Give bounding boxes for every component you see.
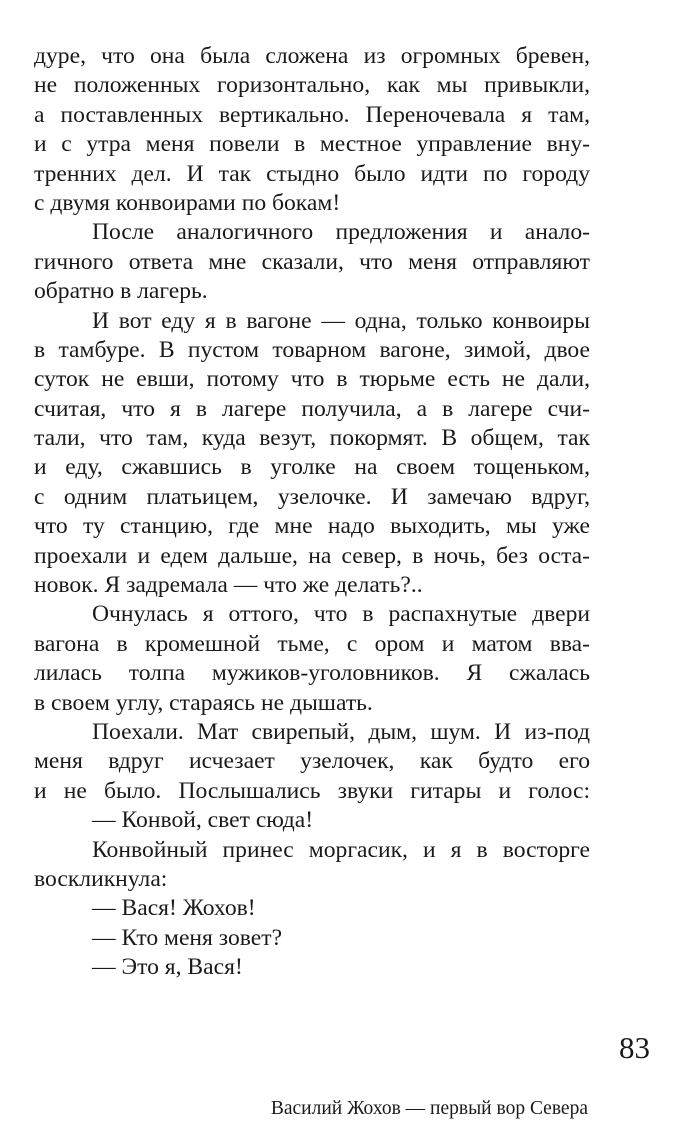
text-line: воскликнула: xyxy=(34,865,168,892)
text-line: тали, что там, куда везут, покормят. В общем, так xyxy=(34,425,590,452)
text-line: — Вася! Жохов! xyxy=(92,895,256,922)
text-line: Конвойный принес моргасик, и я в восторге xyxy=(92,836,590,863)
text-line: не положенных горизонтально, как мы привыкли, xyxy=(34,72,590,99)
text-line: обратно в лагерь. xyxy=(34,278,208,305)
text-line: Очнулась я оттого, что в распахнутые двери xyxy=(92,601,590,628)
text-line: — Кто меня зовет? xyxy=(92,924,283,951)
text-line: с одним платьицем, узелочке. И замечаю вдруг, xyxy=(34,483,590,510)
text-line: в своем углу, стараясь не дышать. xyxy=(34,689,373,716)
text-line: тренних дел. И так стыдно было идти по городу xyxy=(34,160,590,187)
text-line: и еду, сжавшись в уголке на своем тощеньком, xyxy=(34,454,590,481)
text-line: дуре, что она была сложена из огромных бревен, xyxy=(34,43,590,69)
body-text xyxy=(34,42,590,983)
text-line: После аналогичного предложения и анало- xyxy=(92,219,590,246)
text-line: — Конвой, свет сюда! xyxy=(92,807,314,834)
text-line: лилась толпа мужиков-уголовников. Я сжалась xyxy=(34,660,590,687)
running-footer: Василий Жохов — первый вор Севера xyxy=(270,1098,588,1119)
text-line: Поехали. Мат свирепый, дым, шум. И из-под xyxy=(92,718,590,745)
text-line: что ту станцию, где мне надо выходить, мы уже xyxy=(34,513,590,540)
text-line: меня вдруг исчезает узелочек, как будто его xyxy=(34,748,590,775)
text-line: новок. Я задремала — что же делать?.. xyxy=(34,572,423,599)
text-line: И вот еду я в вагоне — одна, только конвоиры xyxy=(92,307,590,334)
text-line: суток не евши, потому что в тюрьме есть не дали, xyxy=(34,366,590,393)
text-line: — Это я, Вася! xyxy=(92,954,243,981)
text-line: а поставленных вертикально. Переночевала я там, xyxy=(34,101,590,128)
text-line: гичного ответа мне сказали, что меня отправляют xyxy=(34,248,590,275)
text-line: с двумя конвоирами по бокам! xyxy=(34,189,341,216)
text-line: проехали и едем дальше, на север, в ночь, без оста- xyxy=(34,542,590,569)
page-number: 83 xyxy=(619,1030,650,1065)
text-line: вагона в кромешной тьме, с ором и матом вва- xyxy=(34,630,590,657)
text-line: и с утра меня повели в местное управление вну- xyxy=(34,131,590,158)
text-line: в тамбуре. В пустом товарном вагоне, зимой, двое xyxy=(34,336,590,363)
text-line: считая, что я в лагере получила, а в лагере счи- xyxy=(34,395,590,422)
text-line: и не было. Послышались звуки гитары и голос: xyxy=(34,777,590,804)
